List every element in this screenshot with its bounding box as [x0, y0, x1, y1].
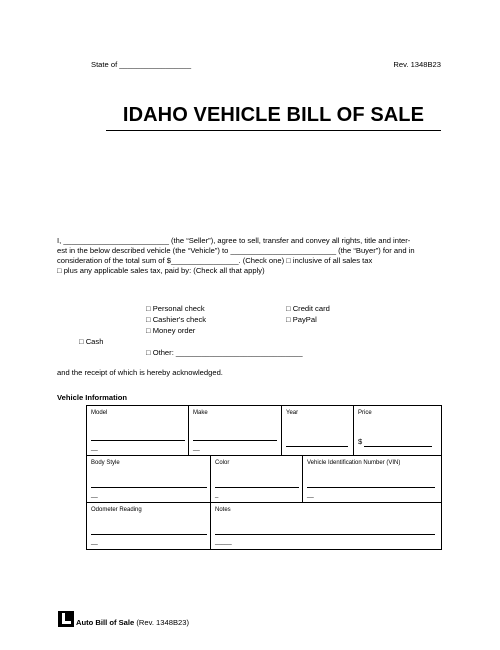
vin-cell[interactable] [303, 456, 441, 502]
intro-line-1[interactable]: I, _________________________ (the “Seller”), agree to sell, transfer and convey all rights, title and inter- [57, 236, 411, 245]
price-cell[interactable] [354, 406, 441, 455]
color-cell[interactable] [211, 456, 303, 502]
body-style-label: Body Style [91, 460, 120, 466]
make-cell[interactable] [189, 406, 282, 455]
checkbox-paypal[interactable]: □ PayPal [286, 315, 317, 324]
receipt-acknowledgement: and the receipt of which is hereby acknowledged. [57, 368, 223, 377]
year-cell[interactable] [282, 406, 354, 455]
intro-line-3[interactable]: consideration of the total sum of $________________. (Check one) □ inclusive of all sales tax [57, 256, 373, 265]
document-title: IDAHO VEHICLE BILL OF SALE [106, 104, 441, 131]
odometer-label: Odometer Reading [91, 507, 142, 513]
color-dash: _ [215, 492, 219, 498]
vin-line[interactable] [307, 487, 435, 488]
notes-cell[interactable] [211, 503, 441, 550]
checkbox-credit-card[interactable]: □ Credit card [286, 304, 330, 313]
table-row [87, 503, 441, 550]
notes-label: Notes [215, 507, 231, 513]
year-line[interactable] [286, 446, 348, 447]
checkbox-other[interactable]: □ Other: ______________________________ [146, 348, 303, 357]
checkbox-money-order[interactable]: □ Money order [146, 326, 196, 335]
make-line[interactable] [193, 440, 277, 441]
state-field[interactable]: State of _________________ [91, 60, 192, 69]
price-line[interactable] [364, 446, 432, 447]
model-dash: __ [91, 445, 98, 451]
odometer-cell[interactable] [87, 503, 211, 550]
notes-dash: _____ [215, 539, 232, 545]
make-label: Make [193, 410, 208, 416]
odometer-dash: __ [91, 539, 98, 545]
table-row [87, 406, 441, 456]
price-label: Price [358, 410, 372, 416]
color-label: Color [215, 460, 230, 466]
notes-line[interactable] [215, 534, 435, 535]
vin-dash: __ [307, 492, 314, 498]
body-style-line[interactable] [91, 487, 207, 488]
body-style-dash: __ [91, 492, 98, 498]
checkbox-cashiers-check[interactable]: □ Cashier's check [146, 315, 207, 324]
model-cell[interactable] [87, 406, 189, 455]
brand-logo-icon [58, 611, 74, 627]
footer [58, 611, 189, 627]
vin-label: Vehicle Identification Number (VIN) [307, 460, 401, 466]
checkbox-cash[interactable]: □ Cash [79, 337, 104, 346]
checkbox-personal-check[interactable]: □ Personal check [146, 304, 205, 313]
model-line[interactable] [91, 440, 185, 441]
intro-line-4[interactable]: □ plus any applicable sales tax, paid by: (Check all that apply) [57, 266, 265, 275]
model-label: Model [91, 410, 108, 416]
intro-paragraph [57, 236, 441, 276]
year-label: Year [286, 410, 299, 416]
odometer-line[interactable] [91, 534, 207, 535]
footer-revision: (Rev. 1348B23) [136, 618, 189, 627]
footer-label: Auto Bill of Sale [76, 618, 135, 627]
table-row [87, 456, 441, 503]
intro-line-2[interactable]: est in the below described vehicle (the “Vehicle”) to _________________________ (the “Buyer”) for and in [57, 246, 415, 255]
vehicle-info-table [86, 405, 442, 550]
color-line[interactable] [215, 487, 299, 488]
body-style-cell[interactable] [87, 456, 211, 502]
make-dash: __ [193, 445, 200, 451]
price-prefix: $ [358, 437, 363, 446]
vehicle-info-heading: Vehicle Information [57, 393, 128, 402]
revision-number: Rev. 1348B23 [393, 60, 441, 69]
